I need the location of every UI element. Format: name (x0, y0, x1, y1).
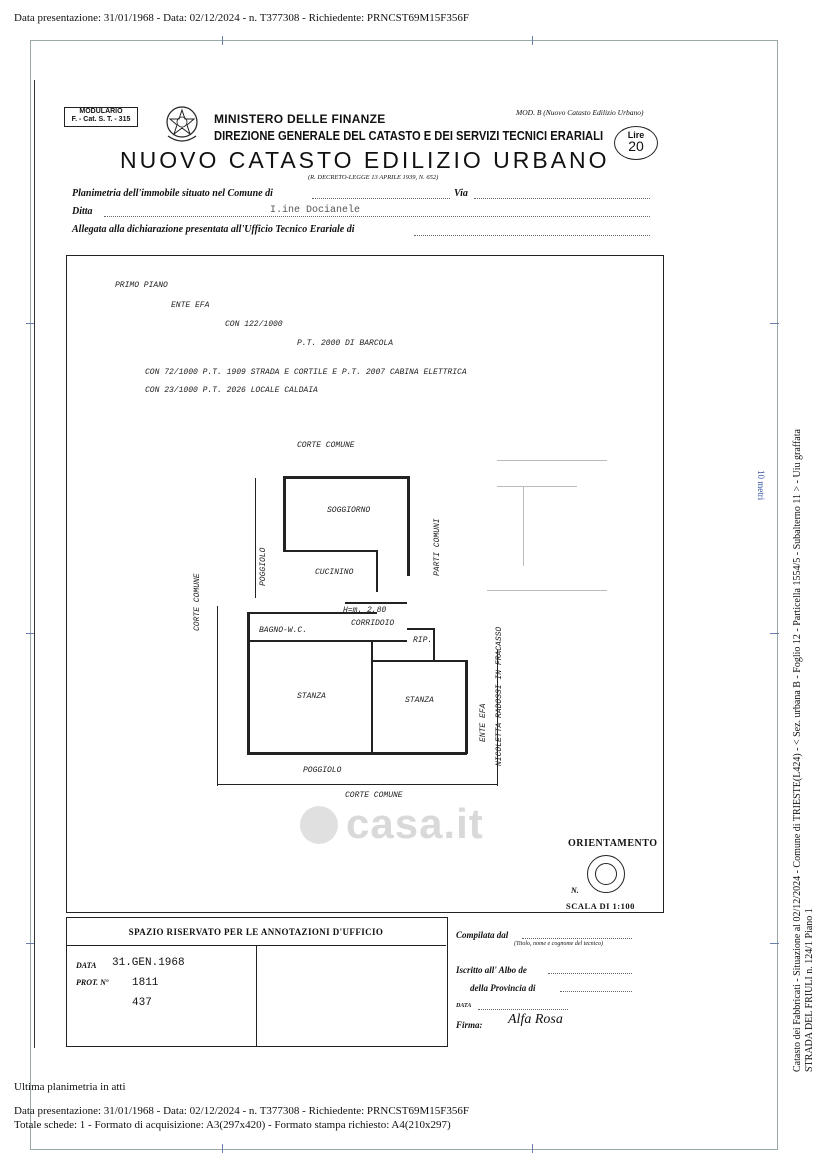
frame-tick (222, 1144, 223, 1153)
plan-note: CON 23/1000 P.T. 2026 LOCALE CALDAIA (145, 386, 318, 395)
office-extra-value: 437 (132, 997, 152, 1009)
data2-label: DATA (456, 1003, 472, 1009)
watermark-logo-icon (300, 806, 338, 844)
mod-b-label: MOD. B (Nuovo Catasto Edilizio Urbano) (516, 108, 644, 117)
side-line-2: STRADA DEL FRIULI n. 124/1 Piano 1 (804, 908, 815, 1072)
plan-note: P.T. 2000 DI BARCOLA (297, 339, 394, 348)
label-rip: RIP. (413, 636, 433, 645)
document-title: NUOVO CATASTO EDILIZIO URBANO (120, 147, 610, 173)
planimetria-label: Planimetria dell'immobile situato nel Comune di (72, 188, 273, 199)
ultima-planimetria: Ultima planimetria in atti (14, 1081, 126, 1093)
plan-note: CON 122/1000 (225, 320, 283, 329)
label-parti-comuni: PARTI COMUNI (433, 518, 442, 576)
office-data-value: 31.GEN.1968 (112, 957, 185, 969)
label-stanza-1: STANZA (297, 692, 326, 701)
label-stanza-2: STANZA (405, 696, 434, 705)
plan-note: ENTE EFA (171, 301, 210, 310)
frame-tick (532, 1144, 533, 1153)
ditta-value: I.ine Docianele (270, 205, 361, 216)
republic-seal-icon (162, 100, 202, 146)
label-poggiolo-bottom: POGGIOLO (303, 766, 342, 775)
compilata-label: Compilata dal (456, 930, 509, 940)
footer-line-2: Totale schede: 1 - Formato di acquisizione: A3(297x420) - Formato stampa richiesto: A4(210x297) (14, 1119, 451, 1131)
frame-tick (770, 633, 779, 634)
label-corte-top: CORTE COMUNE (297, 441, 355, 450)
side-line-1: Catasto dei Fabbricati - Situazione al 02/12/2024 - Comune di TRIESTE(L424) - < Sez. urbana B - Foglio 12 - Particella 1554/5 - Subalterno 11 > - Uiu graffata (792, 429, 803, 1072)
label-cucinino: CUCININO (315, 568, 354, 577)
plan-note: CON 72/1000 P.T. 1909 STRADA E CORTILE E P.T. 2007 CABINA ELETTRICA (145, 368, 467, 377)
label-poggiolo-left: POGGIOLO (259, 547, 268, 586)
office-prot-label: PROT. Nº (76, 978, 109, 987)
ministero-heading: MINISTERO DELLE FINANZE (214, 112, 386, 126)
compilata-hint: (Titolo, nome e cognome del tecnico) (514, 941, 603, 947)
top-header-line: Data presentazione: 31/01/1968 - Data: 02/12/2024 - n. T377308 - Richiedente: PRNCST69M15F356F (14, 12, 470, 24)
lire-value: 20 (628, 138, 644, 154)
watermark-text: casa.it (346, 800, 484, 847)
north-label: N. (571, 886, 579, 895)
label-corte-bottom: CORTE COMUNE (345, 791, 403, 800)
orientamento-label: ORIENTAMENTO (568, 838, 658, 849)
iscritto-label: Iscritto all' Albo de (456, 965, 527, 975)
frame-tick (770, 943, 779, 944)
provincia-label: della Provincia di (470, 983, 536, 993)
label-nicoletta: NICOLETTA RADOSSI IN FRACASSO (495, 626, 504, 766)
ditta-label: Ditta (72, 206, 93, 217)
side-scale-note: 10 metri (756, 470, 766, 501)
label-bagno: BAGNO-W.C. (259, 626, 308, 635)
label-corte-left: CORTE COMUNE (193, 573, 202, 631)
via-label: Via (454, 188, 468, 199)
frame-tick (532, 36, 533, 45)
compass-icon (587, 855, 625, 893)
office-annotations-title: SPAZIO RISERVATO PER LE ANNOTAZIONI D'UFFICIO (66, 917, 446, 946)
label-altezza: H=m. 2,80 (343, 606, 387, 615)
modulario-line2: F. - Cat. S. T. - 315 (71, 116, 131, 123)
side-catasto-info (792, 342, 816, 1072)
lire-label: Lire (627, 130, 645, 140)
direzione-heading: DIREZIONE GENERALE DEL CATASTO E DEI SERVIZI TECNICI ERARIALI (214, 128, 604, 143)
footer-line-1: Data presentazione: 31/01/1968 - Data: 02/12/2024 - n. T377308 - Richiedente: PRNCST69M15F356F (14, 1105, 470, 1117)
firma-signature: Alfa Rosa (508, 1012, 563, 1027)
modulario-box (64, 107, 138, 127)
scale-label: SCALA DI 1:100 (566, 901, 635, 911)
modulario-line1: MODULARIO (79, 108, 123, 115)
frame-tick (222, 36, 223, 45)
plan-note: PRIMO PIANO (115, 281, 168, 290)
firma-label: Firma: (456, 1020, 483, 1030)
label-corridoio: CORRIDOIO (351, 619, 395, 628)
allegata-label: Allegata alla dichiarazione presentata all'Ufficio Tecnico Erariale di (72, 224, 355, 235)
frame-tick (770, 323, 779, 324)
decreto-note: (R. DECRETO-LEGGE 13 APRILE 1939, N. 652) (308, 174, 439, 181)
label-soggiorno: SOGGIORNO (327, 506, 371, 515)
label-ente: ENTE EFA (479, 703, 488, 742)
lire-stamp (614, 126, 658, 160)
office-data-label: DATA (76, 961, 97, 970)
office-prot-value: 1811 (132, 977, 159, 989)
